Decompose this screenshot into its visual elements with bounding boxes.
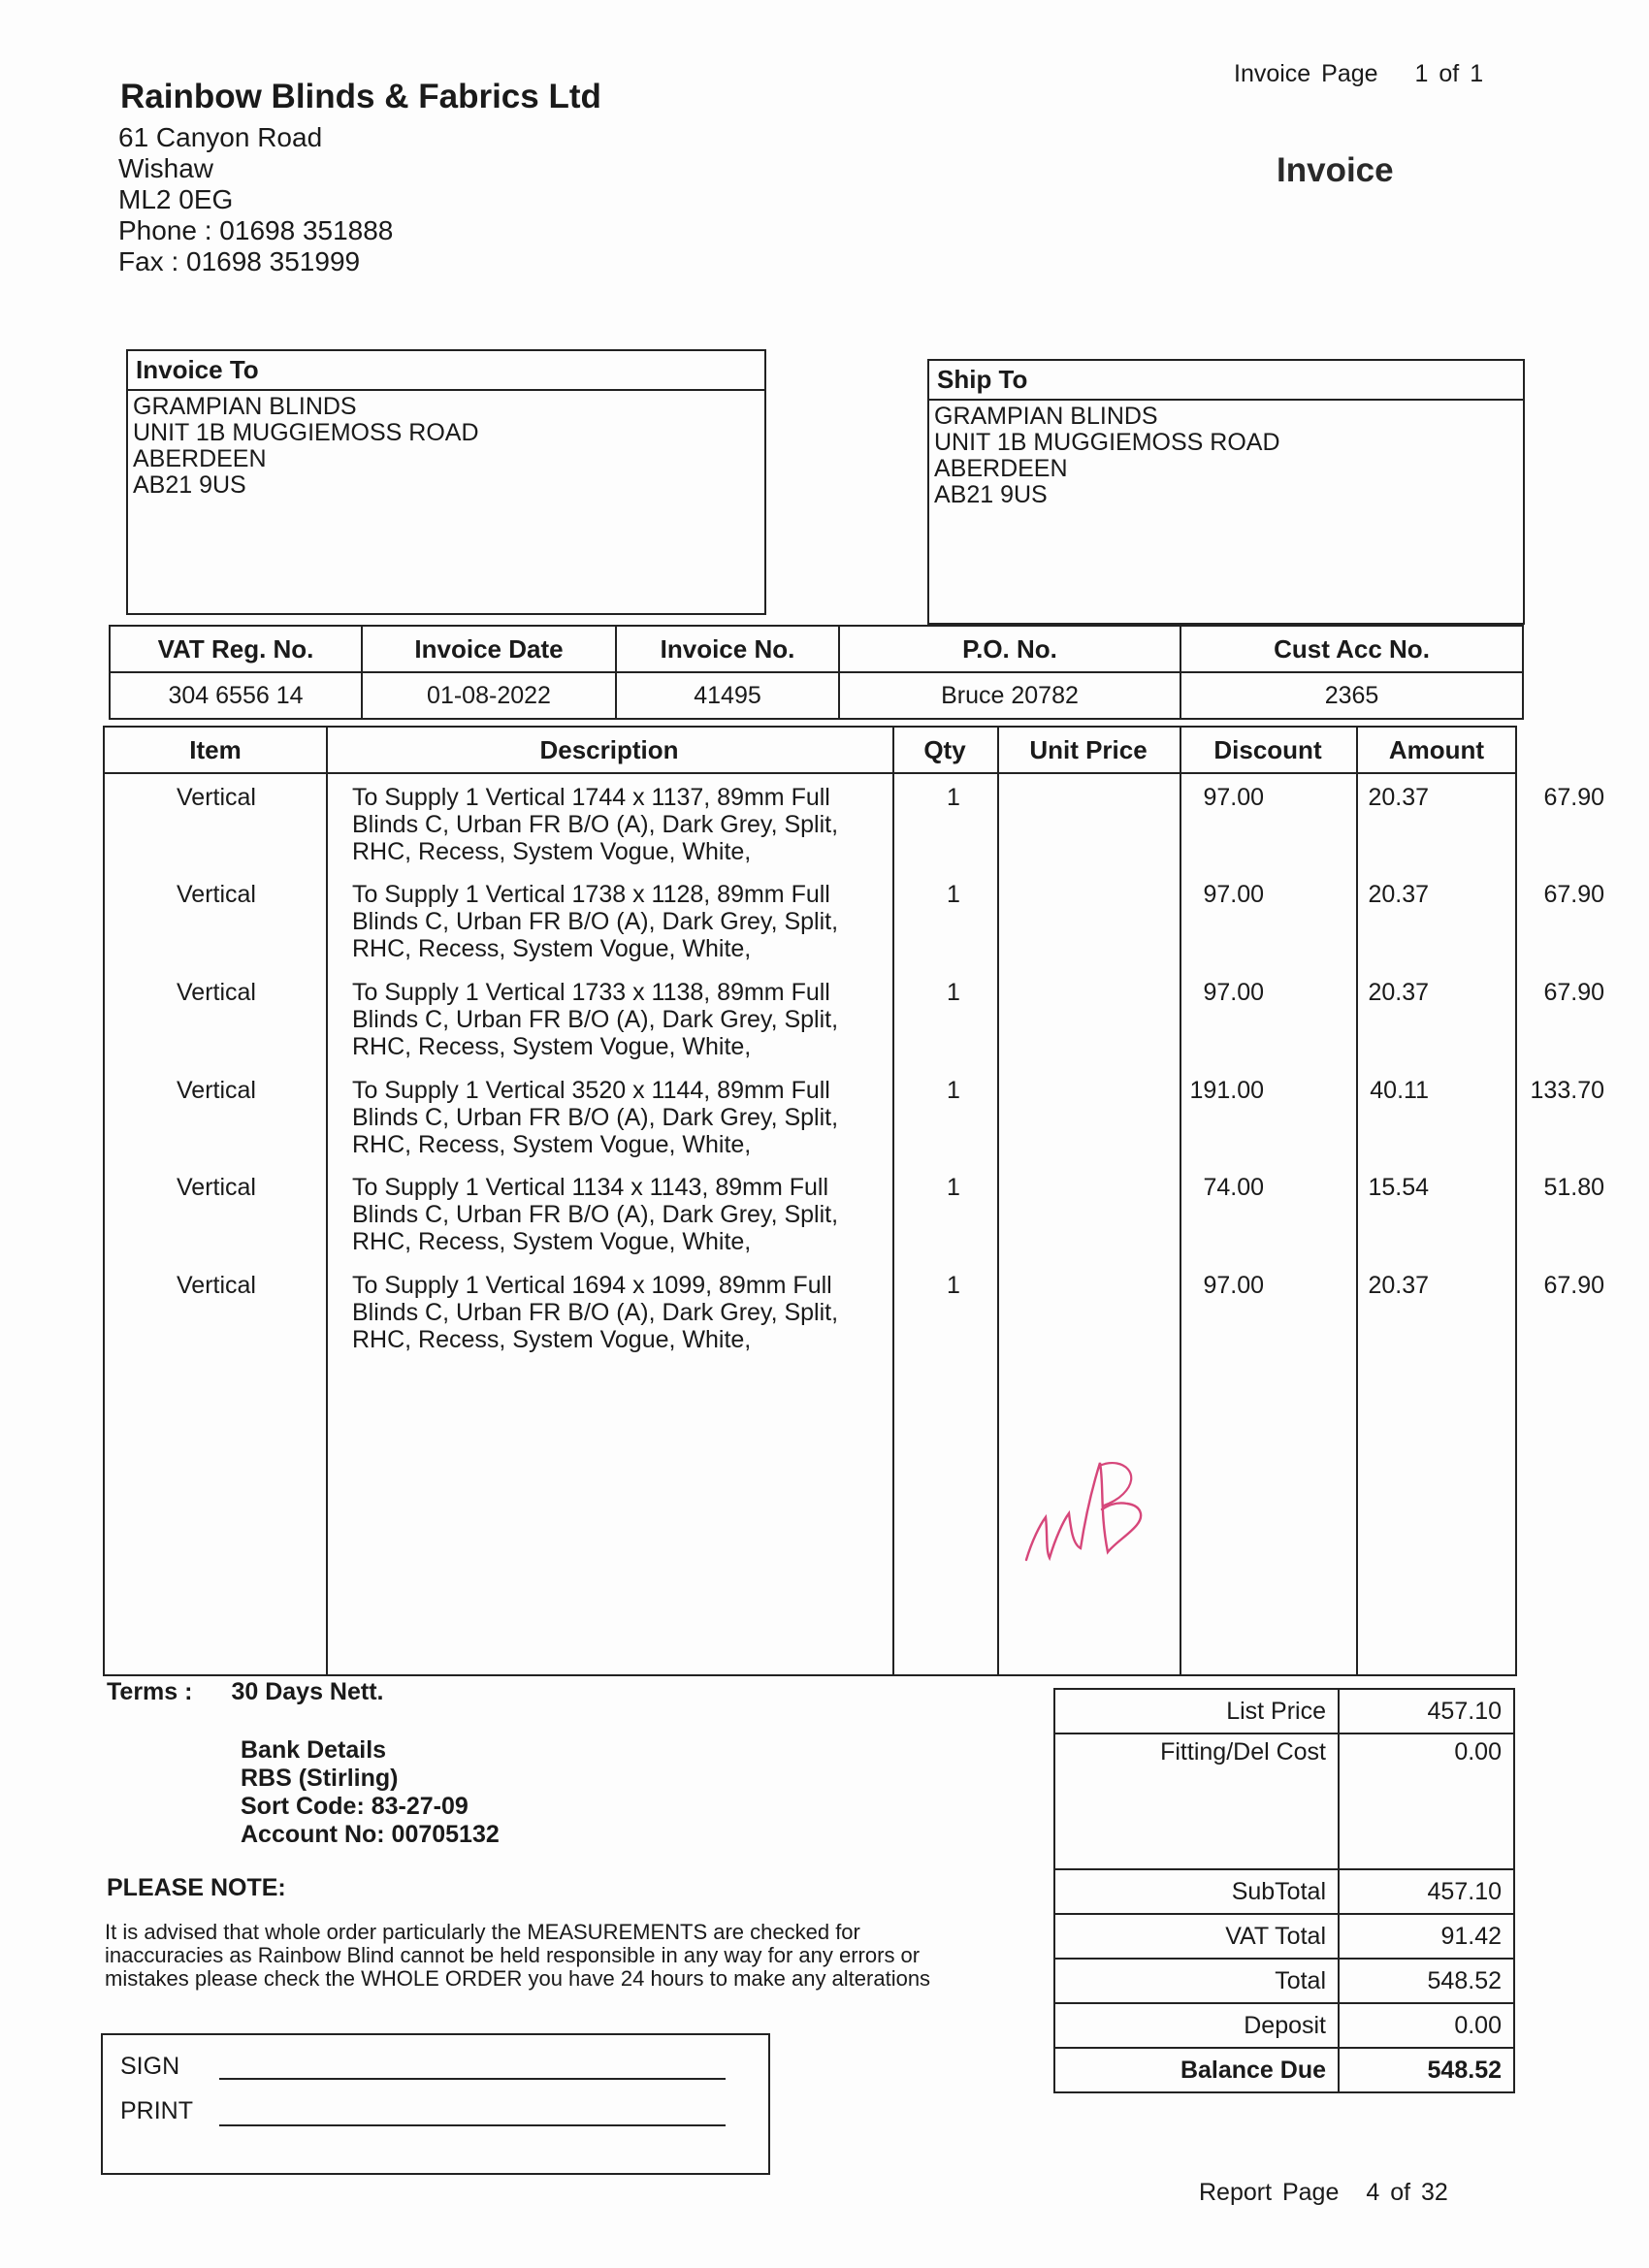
- handwritten-initials: [1007, 1445, 1201, 1591]
- qty-column-header: Qty: [923, 735, 966, 764]
- ship-to-heading: Ship To: [929, 361, 1523, 401]
- cust-acc-value: 2365: [1180, 672, 1523, 719]
- discount-cell: 40.11: [1370, 1077, 1429, 1104]
- description-cell: To Supply 1 Vertical 1733 x 1138, 89mm Full Blinds C, Urban FR B/O (A), Dark Grey, Split, RHC, Recess, System Vogue, White,: [352, 979, 839, 1060]
- sort-code: Sort Code: 83-27-09: [241, 1793, 469, 1820]
- item-cell: Vertical: [177, 1174, 256, 1201]
- table-row: [105, 1272, 1604, 1370]
- print-line[interactable]: [219, 2124, 726, 2126]
- vat-total-label: VAT Total: [1054, 1914, 1339, 1959]
- note-text: [105, 1921, 997, 1991]
- report-page-label: Report Page: [1199, 2179, 1340, 2206]
- note-heading: PLEASE NOTE:: [107, 1874, 286, 1901]
- description-column-header: Description: [539, 735, 679, 764]
- vat-reg-header: VAT Reg. No.: [110, 626, 362, 672]
- discount-column-header: Discount: [1213, 735, 1322, 764]
- deposit-label: Deposit: [1054, 2003, 1339, 2048]
- unit-price-cell: 191.00: [1189, 1077, 1264, 1104]
- qty-cell: 1: [947, 1174, 960, 1201]
- address-line: ML2 0EG: [118, 184, 234, 214]
- unit-price-cell: 74.00: [1203, 1174, 1264, 1201]
- line-items-table: [103, 726, 1604, 1676]
- invoice-to-line: GRAMPIAN BLINDS: [133, 393, 357, 420]
- account-number: Account No: 00705132: [241, 1821, 500, 1848]
- phone-line: Phone : 01698 351888: [118, 215, 394, 245]
- address-line: 61 Canyon Road: [118, 122, 323, 152]
- invoice-date-header: Invoice Date: [362, 626, 616, 672]
- note-line: It is advised that whole order particularly the MEASUREMENTS are checked for: [105, 1920, 860, 1944]
- fitting-value: 0.00: [1339, 1733, 1514, 1869]
- discount-cell: 20.37: [1368, 979, 1429, 1006]
- sign-box: [101, 2033, 770, 2175]
- item-cell: Vertical: [177, 1272, 256, 1299]
- company-address: [118, 122, 393, 277]
- address-line: Wishaw: [118, 153, 214, 183]
- discount-cell: 20.37: [1368, 1272, 1429, 1299]
- document-title: Invoice: [1277, 151, 1394, 189]
- invoice-to-heading: Invoice To: [128, 351, 764, 391]
- item-cell: Vertical: [177, 1077, 256, 1104]
- page-indicator-label: Invoice Page: [1234, 60, 1378, 87]
- subtotal-label: SubTotal: [1054, 1869, 1339, 1914]
- terms-label: Terms :: [107, 1678, 193, 1705]
- item-cell: Vertical: [177, 881, 256, 908]
- discount-cell: 20.37: [1368, 784, 1429, 811]
- note-line: mistakes please check the WHOLE ORDER you have 24 hours to make any alterations: [105, 1966, 931, 1991]
- unit-price-cell: 97.00: [1203, 784, 1264, 811]
- invoice-no-value: 41495: [616, 672, 839, 719]
- report-page: [1199, 2179, 1448, 2207]
- unit-price-cell: 97.00: [1203, 979, 1264, 1006]
- item-cell: Vertical: [177, 784, 256, 811]
- item-column-header: Item: [189, 735, 242, 764]
- qty-cell: 1: [947, 784, 960, 811]
- qty-cell: 1: [947, 1272, 960, 1299]
- fitting-label: Fitting/Del Cost: [1054, 1733, 1339, 1869]
- invoice-date-value: 01-08-2022: [362, 672, 616, 719]
- description-cell: To Supply 1 Vertical 1744 x 1137, 89mm Full Blinds C, Urban FR B/O (A), Dark Grey, Split, RHC, Recess, System Vogue, White,: [352, 784, 839, 865]
- invoice-to-line: UNIT 1B MUGGIEMOSS ROAD: [133, 419, 479, 446]
- totals-table: [1053, 1688, 1515, 2093]
- list-price-value: 457.10: [1339, 1689, 1514, 1733]
- terms: [107, 1678, 383, 1706]
- page-indicator-count: 1 of 1: [1414, 60, 1484, 87]
- list-price-label: List Price: [1054, 1689, 1339, 1733]
- invoice-to-line: ABERDEEN: [133, 445, 267, 472]
- description-cell: To Supply 1 Vertical 1738 x 1128, 89mm Full Blinds C, Urban FR B/O (A), Dark Grey, Split, RHC, Recess, System Vogue, White,: [352, 881, 839, 962]
- invoice-reference-table: [109, 625, 1524, 720]
- deposit-value: 0.00: [1339, 2003, 1514, 2048]
- ship-to-line: UNIT 1B MUGGIEMOSS ROAD: [934, 429, 1280, 456]
- cust-acc-header: Cust Acc No.: [1180, 626, 1523, 672]
- bank-heading: Bank Details: [241, 1736, 387, 1764]
- po-no-value: Bruce 20782: [839, 672, 1180, 719]
- terms-value: 30 Days Nett.: [231, 1678, 384, 1705]
- description-cell: To Supply 1 Vertical 3520 x 1144, 89mm Full Blinds C, Urban FR B/O (A), Dark Grey, Split, RHC, Recess, System Vogue, White,: [352, 1077, 839, 1158]
- qty-cell: 1: [947, 881, 960, 908]
- ship-to-line: GRAMPIAN BLINDS: [934, 403, 1158, 430]
- discount-cell: 15.54: [1368, 1174, 1429, 1201]
- amount-cell: 133.70: [1530, 1077, 1604, 1104]
- bank-name: RBS (Stirling): [241, 1765, 399, 1792]
- table-row: [105, 1077, 1604, 1175]
- invoice-to-box: [126, 349, 766, 615]
- table-row: [105, 784, 1604, 882]
- amount-cell: 51.80: [1543, 1174, 1604, 1201]
- balance-due-label: Balance Due: [1054, 2048, 1339, 2092]
- unit-price-cell: 97.00: [1203, 881, 1264, 908]
- amount-cell: 67.90: [1543, 784, 1604, 811]
- description-cell: To Supply 1 Vertical 1694 x 1099, 89mm Full Blinds C, Urban FR B/O (A), Dark Grey, Split, RHC, Recess, System Vogue, White,: [352, 1272, 839, 1353]
- balance-due-value: 548.52: [1339, 2048, 1514, 2092]
- ship-to-line: AB21 9US: [934, 481, 1048, 508]
- discount-cell: 20.37: [1368, 881, 1429, 908]
- total-value: 548.52: [1339, 1959, 1514, 2003]
- total-label: Total: [1054, 1959, 1339, 2003]
- invoice-to-line: AB21 9US: [133, 471, 246, 499]
- po-no-header: P.O. No.: [839, 626, 1180, 672]
- note-line: inaccuracies as Rainbow Blind cannot be held responsible in any way for any errors or: [105, 1943, 921, 1967]
- print-label: PRINT: [120, 2097, 193, 2124]
- report-page-count: 4 of 32: [1366, 2179, 1448, 2206]
- table-row: [105, 979, 1604, 1077]
- company-name: Rainbow Blinds & Fabrics Ltd: [120, 78, 601, 115]
- amount-cell: 67.90: [1543, 979, 1604, 1006]
- table-row: [105, 1174, 1604, 1272]
- page-indicator: [1234, 60, 1483, 88]
- table-row: [105, 881, 1604, 979]
- unit-price-cell: 97.00: [1203, 1272, 1264, 1299]
- qty-cell: 1: [947, 979, 960, 1006]
- subtotal-value: 457.10: [1339, 1869, 1514, 1914]
- amount-column-header: Amount: [1388, 735, 1485, 764]
- sign-line[interactable]: [219, 2078, 726, 2080]
- invoice-no-header: Invoice No.: [616, 626, 839, 672]
- ship-to-box: [927, 359, 1525, 625]
- description-cell: To Supply 1 Vertical 1134 x 1143, 89mm Full Blinds C, Urban FR B/O (A), Dark Grey, Split, RHC, Recess, System Vogue, White,: [352, 1174, 839, 1255]
- item-cell: Vertical: [177, 979, 256, 1006]
- qty-cell: 1: [947, 1077, 960, 1104]
- fax-line: Fax : 01698 351999: [118, 246, 361, 276]
- ship-to-line: ABERDEEN: [934, 455, 1068, 482]
- vat-reg-value: 304 6556 14: [110, 672, 362, 719]
- unit-price-column-header: Unit Price: [1029, 735, 1148, 764]
- vat-total-value: 91.42: [1339, 1914, 1514, 1959]
- amount-cell: 67.90: [1543, 881, 1604, 908]
- sign-label: SIGN: [120, 2053, 180, 2080]
- bank-details: [241, 1736, 500, 1849]
- amount-cell: 67.90: [1543, 1272, 1604, 1299]
